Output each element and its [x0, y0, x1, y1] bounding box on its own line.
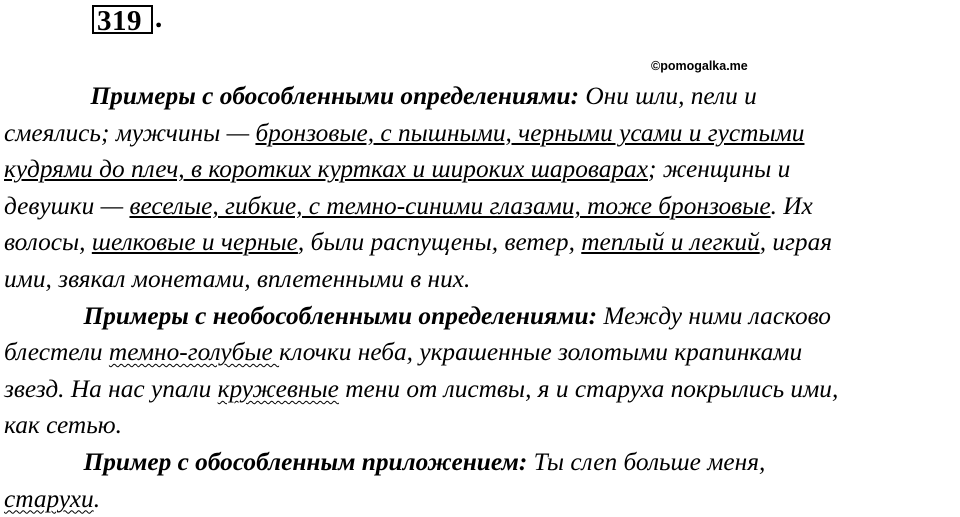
text-line: звезд. На нас упали кружевные тени от листвы, я и старуха покрылись ими,	[4, 373, 839, 403]
exercise-number: 319	[97, 5, 142, 37]
section-heading: Примеры с необособленными определениями:	[83, 300, 598, 330]
wavy-underlined-phrase: старухи	[4, 483, 94, 513]
text-line: кудрями до плеч, в коротких куртках и широких шароварах; женщины и	[4, 154, 791, 184]
text-line: ими, звякал монетами, вплетенными в них.	[4, 263, 471, 293]
text-line: как сетью.	[4, 410, 122, 440]
text-line: девушки — веселые, гибкие, с темно-синими глазами, тоже бронзовые. Их	[4, 190, 813, 220]
watermark: ©pomogalka.me	[651, 59, 748, 73]
wavy-underlined-phrase: кружевные	[217, 373, 339, 403]
answer-text	[4, 78, 960, 517]
text-line: блестели темно-голубые клочки неба, украшенные золотыми крапинками	[4, 337, 803, 367]
underlined-phrase: кудрями до плеч, в коротких куртках и широких шароварах	[4, 154, 648, 184]
underlined-phrase: бронзовые, с пышными, черными усами и густыми	[255, 117, 805, 147]
text-line: смеялись; мужчины — бронзовые, с пышными, черными усами и густыми	[4, 117, 805, 147]
section-heading: Примеры с обособленными определениями:	[90, 81, 580, 110]
section-heading: Пример с обособленным приложением:	[83, 446, 528, 476]
text-line: Примеры с обособленными определениями: Они шли, пели и	[90, 81, 757, 110]
text-line: волосы, шелковые и черные, были распущены, ветер, теплый и легкий, играя	[4, 227, 833, 257]
underlined-phrase: шелковые и черные	[91, 227, 298, 257]
underlined-phrase: веселые, гибкие, с темно-синими глазами, тоже бронзовые	[129, 190, 771, 220]
wavy-underlined-phrase: темно-голубые	[108, 337, 280, 367]
exercise-number-box	[92, 5, 153, 37]
text-line: Пример с обособленным приложением: Ты слеп больше меня,	[83, 446, 766, 476]
exercise-number-dot: .	[155, 2, 163, 34]
underlined-phrase: теплый и легкий	[581, 227, 760, 257]
text-line: старухи.	[4, 483, 101, 513]
text-line: Примеры с необособленными определениями: Между ними ласково	[83, 300, 831, 330]
